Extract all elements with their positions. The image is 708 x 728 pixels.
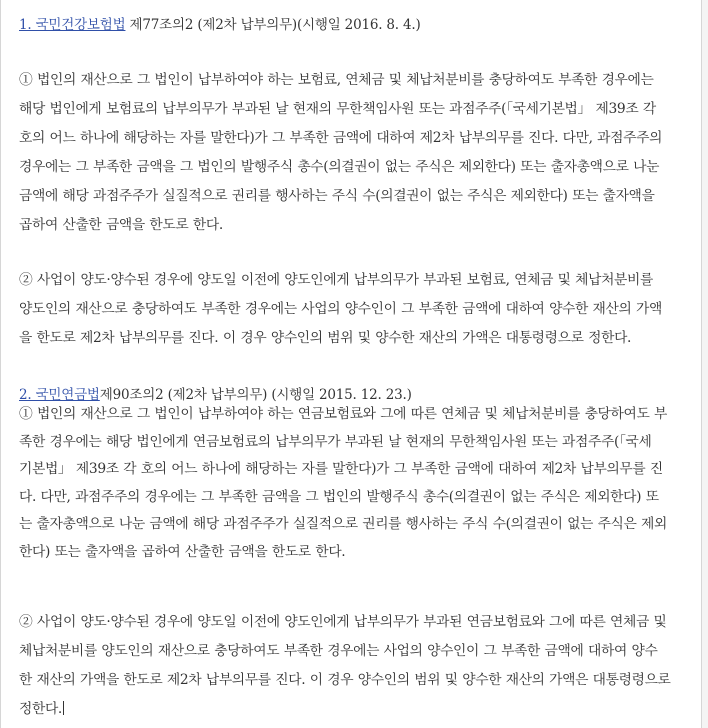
paragraph-line: 한다) 또는 출자액을 곱하여 산출한 금액을 한도로 한다. [19, 543, 346, 560]
paragraph-line: 양도인의 재산으로 충당하여도 부족한 경우에는 사업의 양수인이 그 부족한 금액에 대하여 양수한 재산의 가액 [19, 301, 662, 317]
paragraph-line: 해당 법인에게 보험료의 납부의무가 부과된 날 현재의 무한책임사원 또는 과점주주(「국세기본법」 제39조 각 [19, 101, 656, 117]
paragraph-line: 기본법」 제39조 각 호의 어느 하나에 해당하는 자를 말한다)가 그 부족한 금액에 대하여 제2차 납부의무를 진 [19, 461, 663, 478]
paragraph-line: ① 법인의 재산으로 그 법인이 납부하여야 하는 보험료, 연체금 및 체납처분비를 충당하여도 부족한 경우에는 [19, 72, 654, 88]
paragraph-line: 곱하여 산출한 금액을 한도로 한다. [19, 217, 223, 233]
section-2-heading-text: 제90조의2 (제2차 납부의무) (시행일 2015. 12. 23.) [99, 387, 412, 403]
paragraph-line: 는 출자총액으로 나눈 금액에 해당 과점주주가 실질적으로 권리를 행사하는 주식 수(의결권이 없는 주식은 제외 [19, 516, 667, 533]
section-2-paragraph-1 [19, 401, 689, 567]
paragraph-line: 체납처분비를 양도인의 재산으로 충당하여도 부족한 경우에는 사업의 양수인이 그 부족한 금액에 대하여 양수 [19, 643, 658, 659]
section-2-paragraph-2 [19, 608, 689, 724]
text-cursor [63, 701, 64, 715]
paragraph-line: 을 한도로 제2차 납부의무를 진다. 이 경우 양수인의 범위 및 양수한 재산의 가액은 대통령령으로 정한다. [19, 330, 632, 346]
paragraph-line: 한 재산의 가액을 한도로 제2차 납부의무를 진다. 이 경우 양수인의 범위 및 양수한 재산의 가액은 대통령령으로 [19, 672, 671, 688]
section-2-law-link[interactable]: 2. 국민연금법 [19, 387, 100, 403]
section-1-paragraph-1 [19, 66, 689, 240]
paragraph-line: 다. 다만, 과점주주의 경우에는 그 부족한 금액을 그 법인의 발행주식 총수(의결권이 없는 주식은 제외한다) 또 [19, 488, 659, 505]
paragraph-line: 호의 어느 하나에 해당하는 자를 말한다)가 그 부족한 금액에 대하여 제2차 납부의무를 진다. 다만, 과점주주의 [19, 130, 663, 146]
paragraph-line: ② 사업이 양도·양수된 경우에 양도일 이전에 양도인에게 납부의무가 부과된 보험료, 연체금 및 체납처분비를 [19, 272, 653, 288]
paragraph-line: 족한 경우에는 해당 법인에게 연금보험료의 납부의무가 부과된 날 현재의 무한책임사원 또는 과점주주(「국세 [19, 433, 652, 450]
paragraph-line: 경우에는 그 부족한 금액을 그 법인의 발행주식 총수(의결권이 없는 주식은 제외한다) 또는 출자총액으로 나눈 [19, 159, 660, 175]
paragraph-line: ② 사업이 양도·양수된 경우에 양도일 이전에 양도인에게 납부의무가 부과된 연금보험료와 그에 따른 연체금 및 [19, 614, 667, 630]
section-1-paragraph-2 [19, 266, 689, 353]
section-1-law-link[interactable]: 1. 국민건강보험법 [19, 17, 126, 33]
paragraph-line: ① 법인의 재산으로 그 법인이 납부하여야 하는 연금보험료와 그에 따른 연체금 및 체납처분비를 충당하여도 부 [19, 406, 667, 422]
section-2-heading [19, 383, 412, 403]
paragraph-line: 금액에 해당 과점주주가 실질적으로 권리를 행사하는 주식 수(의결권이 없는 주식은 제외한다) 또는 출자액을 [19, 188, 655, 204]
paragraph-line-last[interactable] [19, 695, 689, 724]
section-1-heading [19, 13, 421, 33]
paragraph-line-text: 정한다. [19, 701, 62, 717]
scrollbar-track[interactable] [702, 0, 708, 728]
section-1-heading-text: 제77조의2 (제2차 납부의무)(시행일 2016. 8. 4.) [125, 17, 421, 33]
